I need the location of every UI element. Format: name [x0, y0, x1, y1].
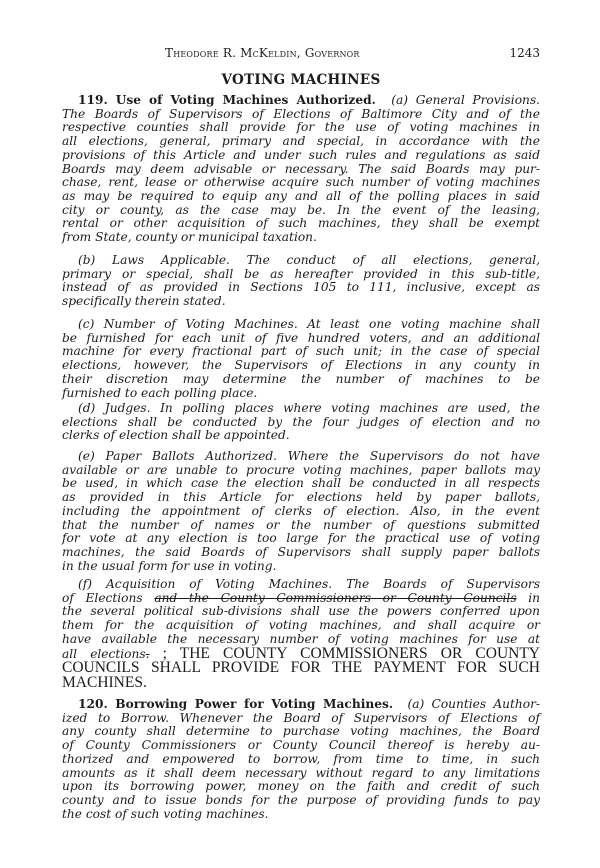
- section-119-f: (f) Acquisition of Voting Machines. The Boards of Supervisors of Elections and the County Commissioners or County Councils in the several political sub-divisions shall use the powers conferred upon them for the acquisition of voting machines, and shall acquire or have available the necessary number of voting machines for use at all elections. ; THE COUNTY COMMISSIONERS OR COUNTY COUNCILS SHALL PROVIDE FOR THE PAYMENT FOR SUCH MACHINES.: [62, 577, 541, 691]
- section-title: VOTING MACHINES: [221, 72, 381, 88]
- added-text: MACHINES.: [62, 673, 147, 691]
- subsection-label: (a) General Provisions.: [391, 93, 541, 107]
- section-120-a: 120. Borrowing Power for Voting Machines. (a) Counties Author- ized to Borrow. Whenever the Board of Supervisors of Elections of any county shall determine to purchase voting machines, the Board of County Commissioners or County Council thereof is hereby au- thorized and empowered to borrow, from time to time, in such amounts as it shall deem necessary without regard to any limitations upon its borrowing power, money on the faith and credit of such county and to issue bonds for the purpose of providing funds to pay the cost of such voting machines.: [62, 697, 541, 821]
- section-119-e: (e) Paper Ballots Authorized. Where the Supervisors do not have available or are unable to procure voting machines, paper ballots may be used, in which case the election shall be conducted in all respects as provided in this Article for elections held by paper ballots, including the appointment of clerks of election. Also, in the event that the number of names or the number of questions submitted for vote at any election is too large for the practical use of voting machines, the said Boards of Supervisors shall supply paper ballots in the usual form for use in voting.: [62, 449, 540, 573]
- section-120-heading: 120. Borrowing Power for Voting Machines.: [78, 697, 394, 711]
- struck-period: .: [145, 646, 150, 661]
- section-119-b: (b) Laws Applicable. The conduct of all elections, general, primary or special, shall be as hereafter provided in this sub-title, instead of as provided in Sections 105 to 111, inclusive, except as specifically therein stated.: [62, 253, 540, 309]
- section-119-heading: 119. Use of Voting Machines Authorized.: [78, 93, 376, 107]
- page-number: 1243: [509, 46, 540, 60]
- section-119-d: (d) Judges. In polling places where voting machines are used, the elections shall be conducted by the four judges of election and no clerks of election shall be appointed.: [62, 401, 540, 443]
- running-header: [62, 46, 540, 62]
- added-text: ; THE COUNTY COMMISSIONERS OR COUNTY: [149, 644, 540, 662]
- struck-text: and the County Commissioners or County Councils: [154, 590, 517, 605]
- section-119-c: (c) Number of Voting Machines. At least one voting machine shall be furnished for each unit of five hundred voters, and an additional machine for every fractional part of such unit; in the case of special elections, however, the Supervisors of Elections in any county in their discretion may determine the number of machines to be furnished to each polling place.: [62, 317, 540, 400]
- added-text: COUNCILS SHALL PROVIDE FOR THE PAYMENT FOR SUCH: [62, 659, 540, 677]
- section-119-a: 119. Use of Voting Machines Authorized. (a) General Provisions. The Boards of Supervisors of Elections of Baltimore City and of the respective counties shall provide for the use of voting machines in all elections, general, primary and special, in accordance with the provisions of this Article and under such rules and regulations as said Boards may deem advisable or necessary. The said Boards may pur- chase, rent, lease or otherwise acquire such number of voting machines as may be required to equip any and all of the polling places in said city or county, as the case may be. In the event of the leasing, rental or other acquisition of such machines, they shall be exempt from State, county or municipal taxation.: [62, 93, 541, 245]
- running-title: Theodore R. McKeldin, Governor: [165, 46, 360, 60]
